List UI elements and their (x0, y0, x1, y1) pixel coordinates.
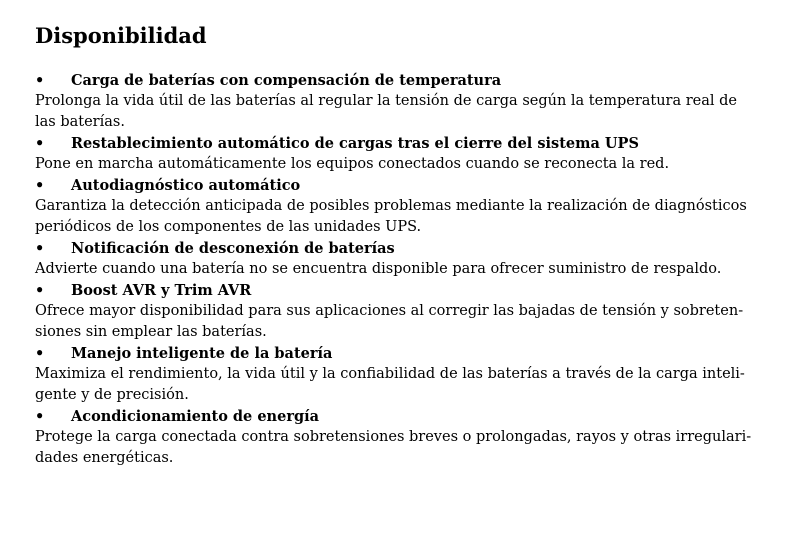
feature-heading-row (35, 238, 760, 259)
bullet-icon: • (35, 135, 45, 152)
bullet-icon: • (35, 408, 45, 425)
feature-heading-row (35, 133, 760, 154)
feature-item (35, 406, 760, 469)
feature-heading: Manejo inteligente de la batería (71, 345, 333, 362)
feature-description: Advierte cuando una batería no se encuentra disponible para ofrecer suministro de respaldo. (35, 261, 722, 277)
feature-heading-row (35, 406, 760, 427)
feature-heading: Carga de baterías con compensación de temperatura (71, 72, 502, 89)
feature-description: Protege la carga conectada contra sobretensiones breves o prolongadas, rayos y otras irregularidades energéticas. (35, 429, 752, 466)
feature-description: Ofrece mayor disponibilidad para sus aplicaciones al corregir las bajadas de tensión y sobretensiones sin emplear las baterías. (35, 303, 744, 340)
feature-heading-row (35, 175, 760, 196)
feature-description: Pone en marcha automáticamente los equipos conectados cuando se reconecta la red. (35, 156, 670, 172)
feature-heading: Acondicionamiento de energía (71, 408, 320, 425)
feature-heading-row (35, 70, 760, 91)
bullet-icon: • (35, 177, 45, 194)
feature-heading-row (35, 280, 760, 301)
feature-heading: Notificación de desconexión de baterías (71, 240, 395, 257)
feature-heading: Boost AVR y Trim AVR (71, 282, 252, 299)
page-title: Disponibilidad (35, 23, 207, 48)
feature-item (35, 238, 760, 280)
bullet-icon: • (35, 282, 45, 299)
bullet-icon: • (35, 345, 45, 362)
feature-heading: Autodiagnóstico automático (71, 177, 301, 194)
feature-item (35, 280, 760, 343)
feature-item (35, 343, 760, 406)
feature-heading-row (35, 343, 760, 364)
feature-item (35, 133, 760, 175)
feature-item (35, 70, 760, 133)
bullet-icon: • (35, 72, 45, 89)
feature-description: Maximiza el rendimiento, la vida útil y la confiabilidad de las baterías a través de la carga inteligente y de precisión. (35, 366, 745, 403)
bullet-icon: • (35, 240, 45, 257)
feature-description: Prolonga la vida útil de las baterías al regular la tensión de carga según la temperatura real de las baterías. (35, 93, 738, 130)
feature-item (35, 175, 760, 238)
feature-description: Garantiza la detección anticipada de posibles problemas mediante la realización de diagnósticos periódicos de los componentes de las unidades UPS. (35, 198, 747, 235)
feature-heading: Restablecimiento automático de cargas tras el cierre del sistema UPS (71, 135, 639, 152)
